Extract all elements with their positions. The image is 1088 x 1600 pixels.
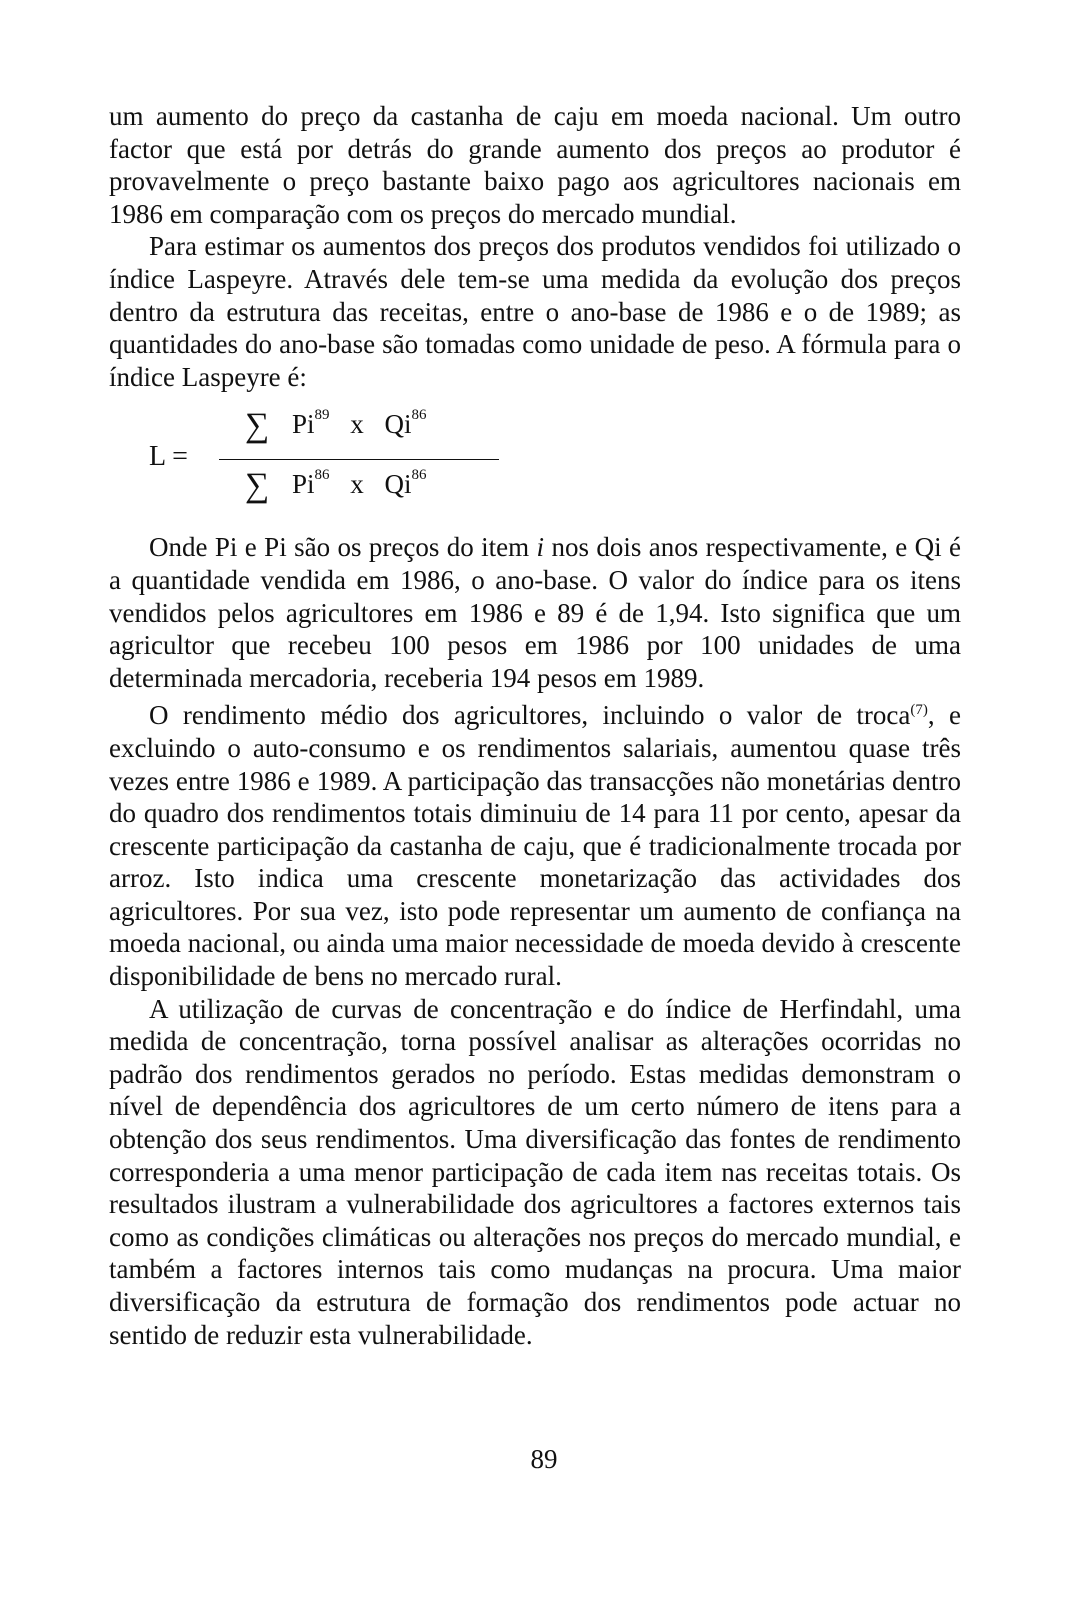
paragraph-5: A utilização de curvas de concentração e do índice de Herfindahl, uma medida de concentração, torna possível analisar as alterações ocorridas no padrão dos rendimentos gerados no período. Estas medidas demonstram o nível de dependência dos agricultores de um certo número de itens para a obtenção dos seus rendimentos. Uma diversificação das fontes de rendimento corresponderia a uma menor participação de cada item nas receitas totais. Os resultados ilustram a vulnerabilidade dos agricultores a factores externos tais como as condições climáticas ou alterações nos preços do mercado mundial, e também a factores internos tais como mudanças na procura. Uma maior diversificação da estrutura de formação dos rendimentos pode actuar no sentido de reduzir esta vulnerabilidade. — [109, 993, 961, 1350]
paragraph-2: Para estimar os aumentos dos preços dos produtos vendidos foi utilizado o índice Laspeyre. Através dele tem-se uma medida da evolução dos preços dentro da estrutura das receitas, entre o ano-base de 1986 e o de 1989; as quantidades do ano-base são tomadas como unidade de peso. A fórmula para o índice Laspeyre é: — [109, 231, 961, 392]
paragraph-3: Onde Pi e Pi são os preços do item i nos dois anos respectivamente, e Qi é a quantidade vendida em 1986, o ano-base. O valor do índice para os itens vendidos pelos agricultores em 1986 e 89 é de 1,94. Isto significa que um agricultor que recebeu 100 pesos em 1986 por 100 unidades de uma determinada mercadoria, receberia 194 pesos em 1989. — [109, 532, 961, 693]
formula-denominator — [245, 463, 427, 505]
paragraph-4: O rendimento médio dos agricultores, incluindo o valor de troca$^{(7)}$, e excluindo o auto-consumo e os rendimentos salariais, aumentou quase três vezes entre 1986 e 1989. A participação das transacções não monetárias dentro do quadro dos rendimentos totais diminuiu de 14 para 11 por cento, apesar da crescente participação da castanha de caju, que é tradicionalmente trocada por arroz. Isto indica uma crescente monetarização das actividades dos agricultores. Por sua vez, isto pode representar um aumento de confiança na moeda nacional, ou ainda uma maior necessidade de moeda devido à crescente disponibilidade de bens no mercado rural. — [109, 700, 962, 992]
sigma-symbol: ∑ — [245, 467, 270, 505]
numerator-quantity-term: Qi$^{86}$ — [384, 407, 427, 440]
paragraph-1: um aumento do preço da castanha de caju em moeda nacional. Um outro factor que está por detrás do grande aumento dos preços ao produtor é provavelmente o preço bastante baixo pago aos agricultores nacionais em 1986 em comparação com os preços do mercado mundial. — [109, 101, 961, 229]
denominator-quantity-term: Qi$^{86}$ — [384, 467, 427, 500]
document-body — [109, 100, 961, 1351]
formula-lhs: L = — [149, 441, 188, 473]
formula-numerator — [245, 403, 427, 445]
numerator-price-term: Pi$^{89}$ — [292, 407, 330, 440]
sigma-symbol: ∑ — [245, 407, 270, 445]
footnote-ref[interactable]: (7) — [910, 702, 928, 719]
laspeyre-formula — [109, 401, 961, 521]
multiply-sign: x — [350, 409, 364, 440]
fraction-bar — [219, 459, 499, 460]
denominator-price-term: Pi$^{86}$ — [292, 467, 330, 500]
page-number: 89 — [530, 1444, 558, 1474]
multiply-sign: x — [350, 469, 364, 500]
